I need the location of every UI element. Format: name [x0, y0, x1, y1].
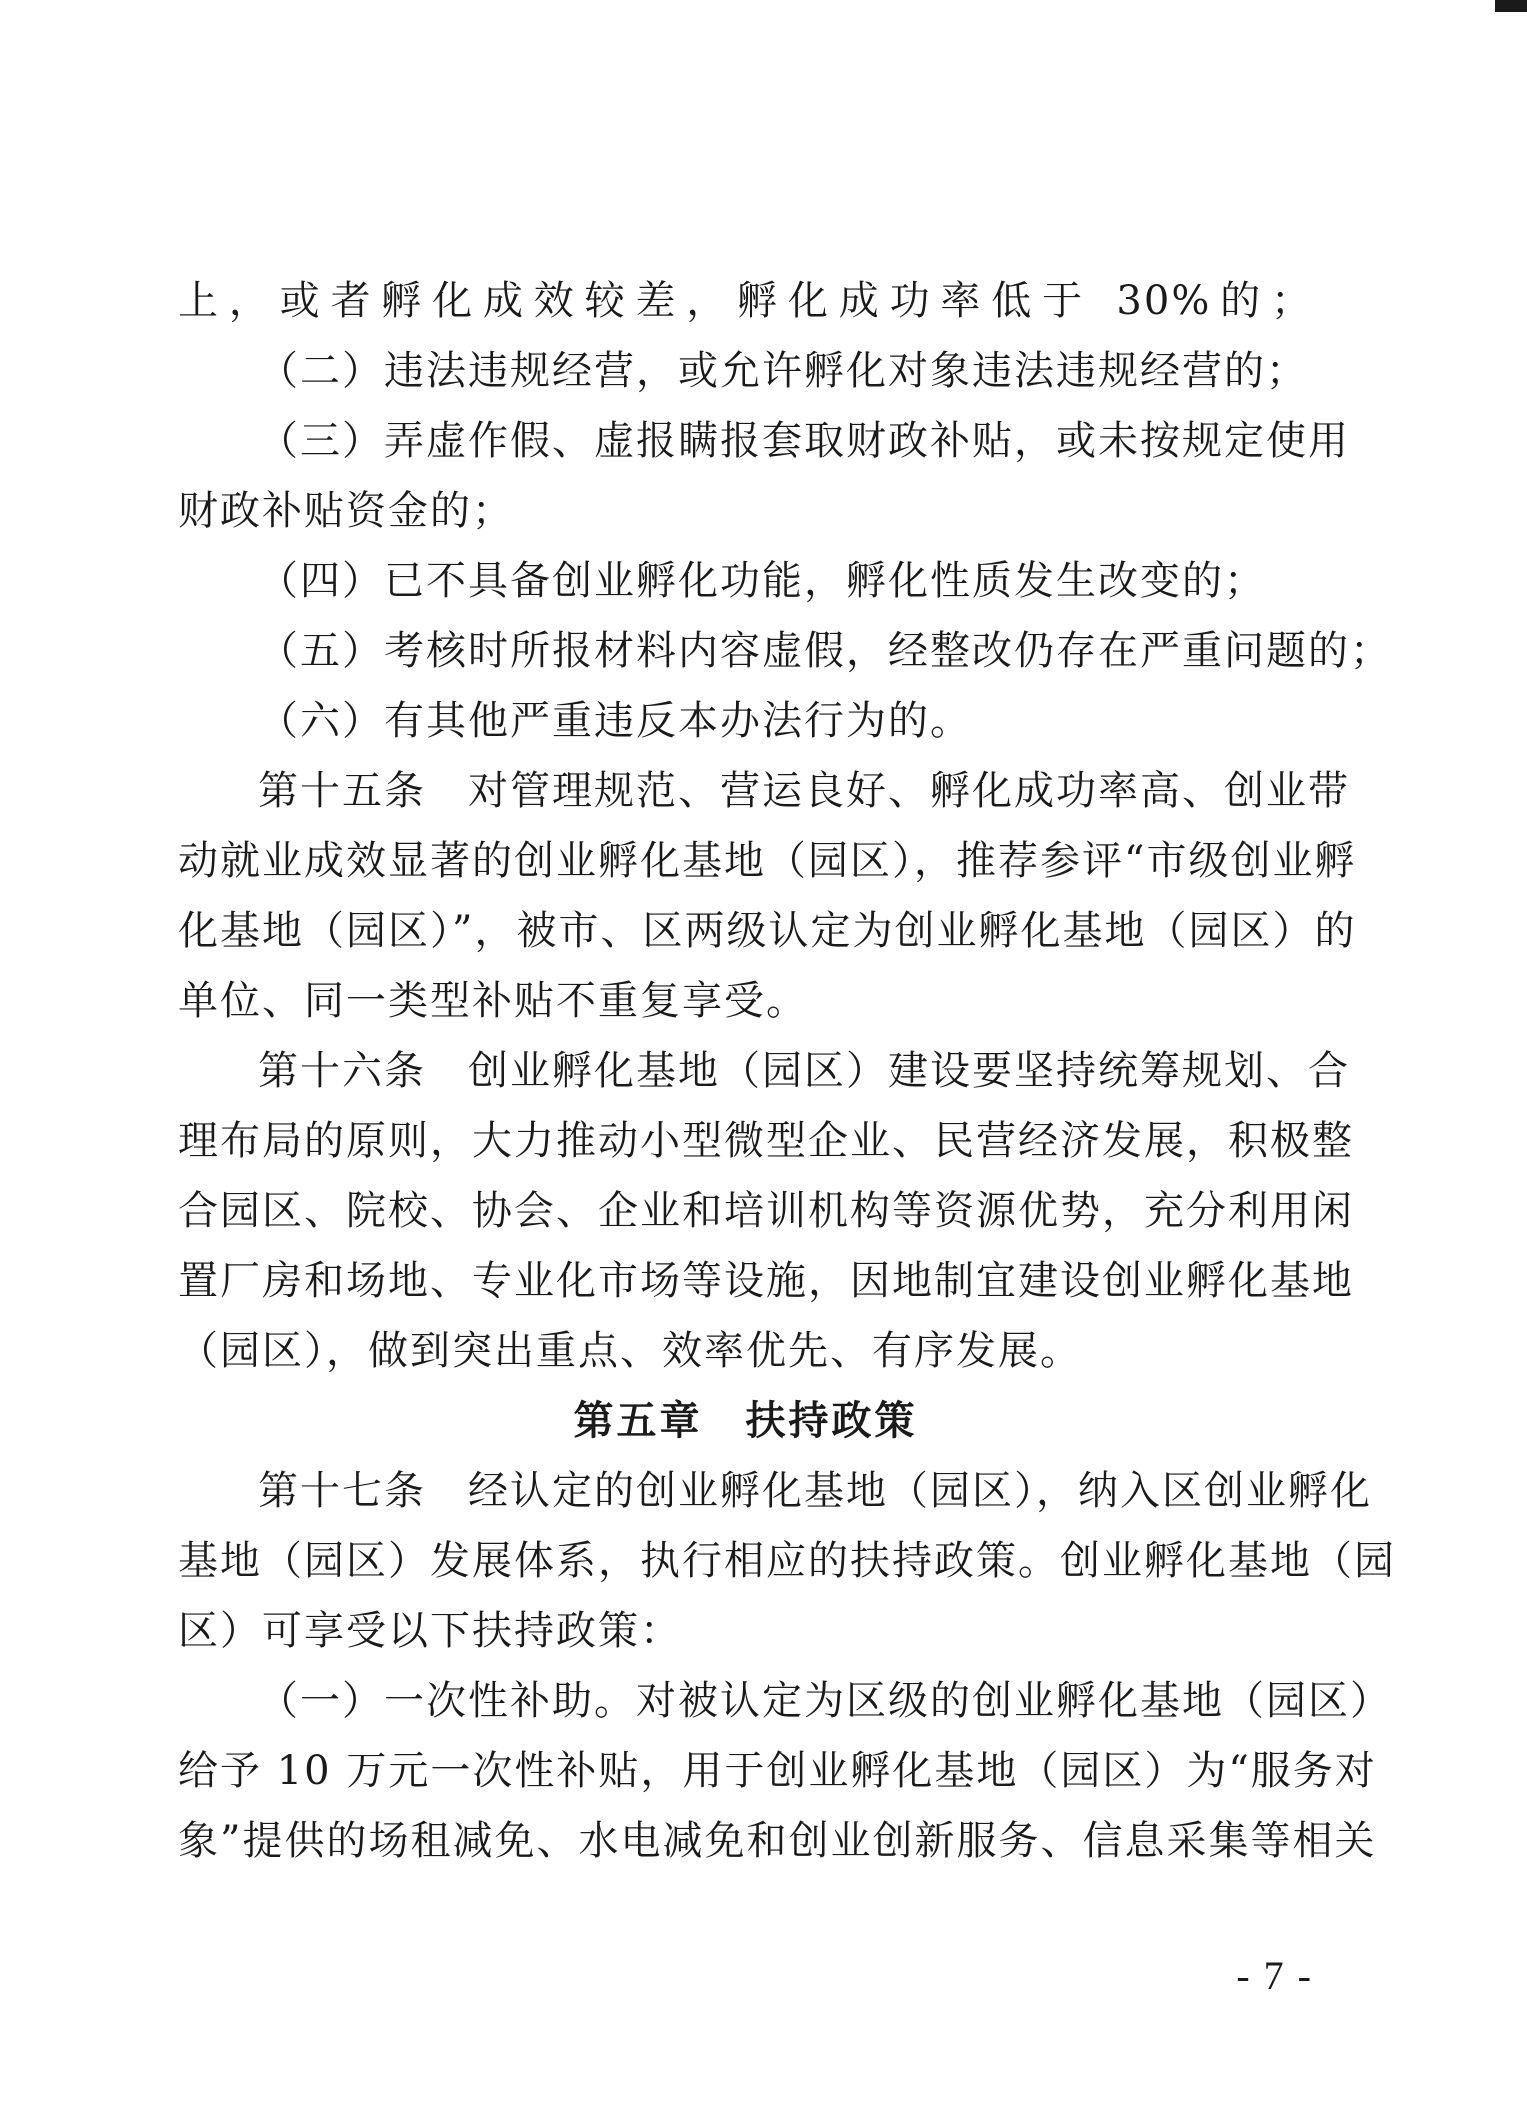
text-line: 基地（园区）发展体系，执行相应的扶持政策。创业孵化基地（园: [178, 1538, 1396, 1584]
page-number: - 7 -: [1236, 1953, 1313, 1998]
text-line: 合园区、院校、协会、企业和培训机构等资源优势，充分利用闲: [178, 1188, 1354, 1234]
text-line: 理布局的原则，大力推动小型微型企业、民营经济发展，积极整: [178, 1118, 1354, 1164]
text-line: 化基地（园区）”，被市、区两级认定为创业孵化基地（园区）的: [178, 908, 1357, 954]
text-line: 象”提供的场租减免、水电减免和创业创新服务、信息采集等相关: [178, 1818, 1377, 1864]
text-line: 区）可享受以下扶持政策：: [178, 1608, 682, 1654]
article-16-line: 第十六条 创业孵化基地（园区）建设要坚持统筹规划、合: [258, 1048, 1350, 1094]
text-line: 上，或者孵化成效较差，孵化成功率低于 30%的；: [178, 278, 1313, 324]
text-line: （三）弄虚作假、虚报瞒报套取财政补贴，或未按规定使用: [258, 418, 1350, 464]
text-line: （六）有其他严重违反本办法行为的。: [258, 698, 972, 744]
text-line: 置厂房和场地、专业化市场等设施，因地制宜建设创业孵化基地: [178, 1258, 1354, 1304]
text-line: 动就业成效显著的创业孵化基地（园区），推荐参评“市级创业孵: [178, 838, 1357, 884]
text-line: （二）违法违规经营，或允许孵化对象违法违规经营的；: [258, 348, 1308, 394]
text-line: 给予 10 万元一次性补贴，用于创业孵化基地（园区）为“服务对: [178, 1748, 1377, 1794]
text-line: （四）已不具备创业孵化功能，孵化性质发生改变的；: [258, 558, 1266, 604]
text-line: 财政补贴资金的；: [178, 488, 514, 534]
article-15-line: 第十五条 对管理规范、营运良好、孵化成功率高、创业带: [258, 768, 1350, 814]
chapter-heading: 第五章 扶持政策: [573, 1398, 918, 1444]
text-line: （园区），做到突出重点、效率优先、有序发展。: [178, 1328, 1082, 1374]
scan-corner-mark: [1495, 0, 1527, 12]
text-line: 单位、同一类型补贴不重复享受。: [178, 978, 808, 1024]
text-line: （五）考核时所报材料内容虚假，经整改仍存在严重问题的；: [258, 628, 1392, 674]
document-body: [178, 266, 1396, 1876]
article-17-line: 第十七条 经认定的创业孵化基地（园区），纳入区创业孵化: [258, 1468, 1372, 1514]
text-line: （一）一次性补助。对被认定为区级的创业孵化基地（园区）: [258, 1678, 1392, 1724]
